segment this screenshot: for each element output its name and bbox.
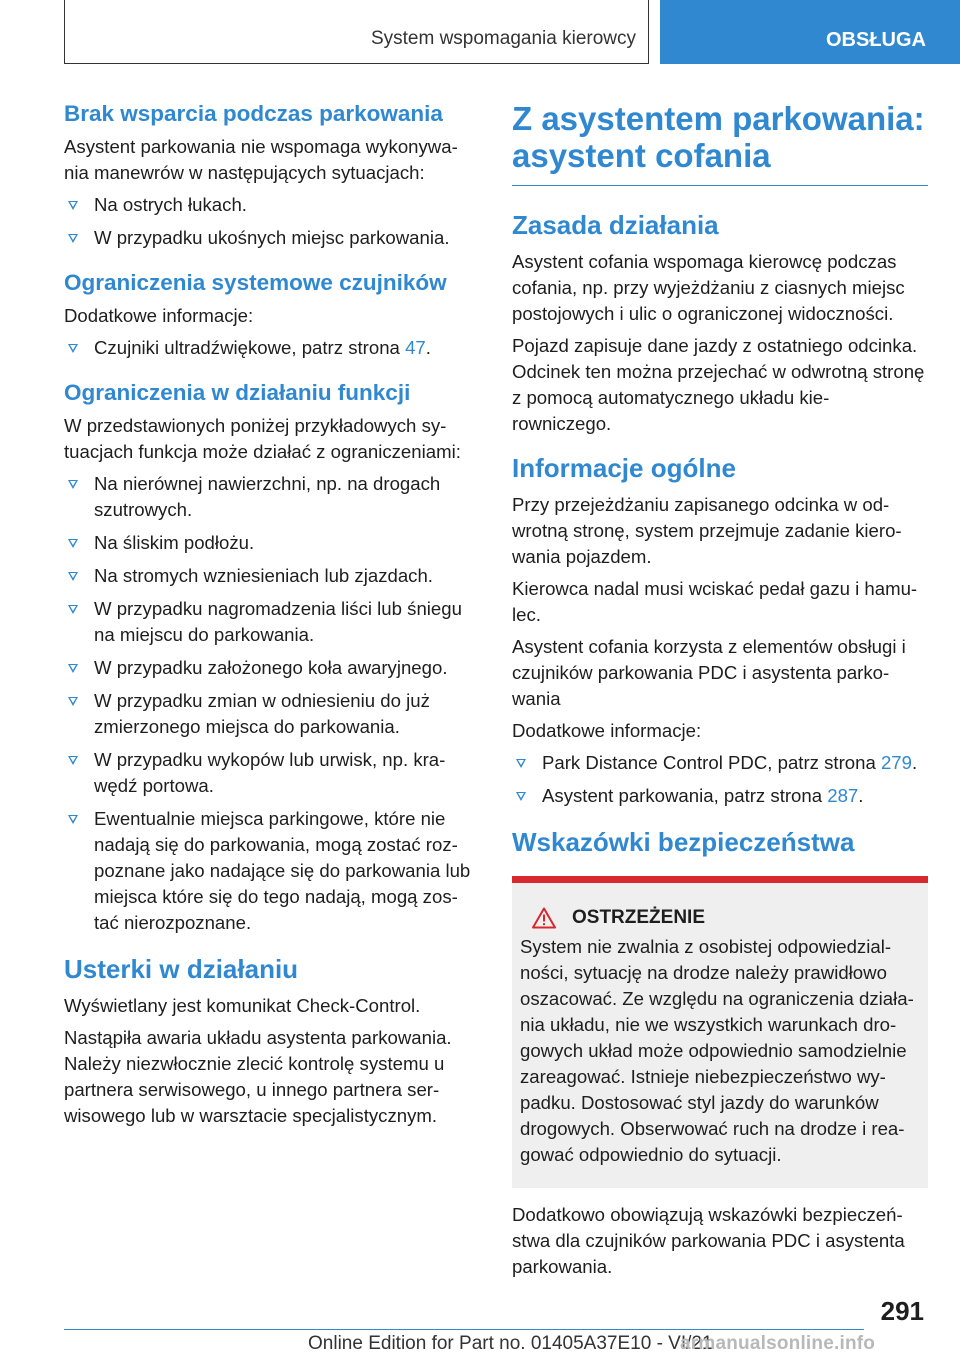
- warning-text: System nie zwalnia z osobistej odpowiedzial-ności, sytuację na drodze należy prawidłowo oszacować. Ze względu na ograniczenia działa-nia układu, nie we wszystkich warunkach dro-gowych układ może odpowiednio samodzielnie zareagować. Istnieje niebezpieczeństwo wy-padku. Dostosować styl jazdy do warunków drogowych. Obserwować ruch na drodze i rea-gować odpowiednio do sytuacji.: [520, 936, 914, 1166]
- list-item: Ewentualnie miejsca parkingowe, które nie nadają się do parkowania, mogą zostać roz-poznane jako nadające się do parkowania lub miejsca które się do tego nadają, mogą zos-tać nierozpoznane.: [64, 806, 476, 936]
- list-item: Na śliskim podłożu.: [64, 530, 476, 556]
- list-general-info: [512, 750, 928, 809]
- paragraph: Asystent cofania wspomaga kierowcę podczas cofania, np. przy wyjeżdżaniu z ciasnych miejsc postojowych i ulic o ograniczonej widoczności.: [512, 250, 905, 324]
- list-item: W przypadku założonego koła awaryjnego.: [64, 655, 476, 681]
- warning-label: OSTRZEŻENIE: [572, 907, 706, 929]
- list-item: W przypadku nagromadzenia liści lub śniegu na miejscu do parkowania.: [64, 596, 476, 648]
- right-column: [512, 100, 928, 1286]
- bullet-triangle-icon: [516, 792, 526, 801]
- bullet-triangle-icon: [68, 201, 78, 210]
- heading-safety-notes: Wskazówki bezpieczeństwa: [512, 826, 855, 857]
- list-item: Na stromych wzniesieniach lub zjazdach.: [64, 563, 476, 589]
- bullet-triangle-icon: [68, 815, 78, 824]
- list-item: Czujniki ultradźwiękowe, patrz strona 47.: [64, 335, 476, 361]
- bullet-triangle-icon: [516, 759, 526, 768]
- left-column: [64, 100, 476, 1135]
- page-link-279[interactable]: 279: [880, 751, 912, 773]
- warning-triangle-icon: [532, 907, 556, 929]
- paragraph: Asystent parkowania nie wspomaga wykonywa-nia manewrów w następujących sytuacjach:: [64, 136, 458, 183]
- bullet-triangle-icon: [68, 756, 78, 765]
- list-function-limits: [64, 471, 476, 936]
- list-item: W przypadku zmian w odniesieniu do już zmierzonego miejsca do parkowania.: [64, 688, 476, 740]
- heading-no-support: Brak wsparcia podczas parkowania: [64, 101, 443, 126]
- bullet-triangle-icon: [68, 697, 78, 706]
- list-item: Na ostrych łukach.: [64, 192, 476, 218]
- footer-divider: [64, 1329, 864, 1330]
- paragraph: W przedstawionych poniżej przykładowych sy-tuacjach funkcja może działać z ograniczeniami:: [64, 415, 461, 462]
- paragraph: Pojazd zapisuje dane jazdy z ostatniego odcinka. Odcinek ten można przejechać w odwrotną stronę z pomocą automatycznego układu kie-rowniczego.: [512, 334, 925, 434]
- paragraph: Kierowca nadal musi wciskać pedał gazu i hamu-lec.: [512, 577, 918, 625]
- warning-bar: [512, 876, 928, 883]
- bullet-triangle-icon: [68, 605, 78, 614]
- paragraph: Dodatkowe informacje:: [512, 719, 702, 741]
- bullet-triangle-icon: [68, 344, 78, 353]
- paragraph: Nastąpiła awaria układu asystenta parkowania. Należy niezwłocznie zlecić kontrolę systemu u partnera serwisowego, u innego partnera ser-wisowego lub w warsztacie specjalistycznym.: [64, 1027, 452, 1127]
- list-item: Na nierównej nawierzchni, np. na drogach szutrowych.: [64, 471, 476, 523]
- bullet-triangle-icon: [68, 480, 78, 489]
- list-sensor-limits: [64, 335, 476, 361]
- bullet-triangle-icon: [68, 664, 78, 673]
- bullet-triangle-icon: [68, 234, 78, 243]
- page-number: 291: [880, 1296, 924, 1326]
- heading-function-limits: Ograniczenia w działaniu funkcji: [64, 380, 411, 405]
- list-item: Asystent parkowania, patrz strona 287.: [512, 783, 928, 809]
- paragraph: Dodatkowo obowiązują wskazówki bezpieczeń-stwa dla czujników parkowania PDC i asystenta parkowania.: [512, 1204, 905, 1278]
- heading-sensor-limits: Ograniczenia systemowe czujników: [64, 270, 447, 295]
- page-link-47[interactable]: 47: [405, 337, 426, 358]
- list-item: W przypadku ukośnych miejsc parkowania.: [64, 225, 476, 251]
- paragraph: Wyświetlany jest komunikat Check-Control.: [64, 995, 421, 1017]
- edition-text: Online Edition for Part no. 01405A37E10 - VI/21: [308, 1333, 713, 1354]
- chapter-tab[interactable]: OBSŁUGA: [660, 0, 960, 64]
- list-no-support: [64, 192, 476, 251]
- watermark: armanualsonline.info: [680, 1333, 876, 1354]
- paragraph: Przy przejeżdżaniu zapisanego odcinka w od-wrotną stronę, system przejmuje zadanie kiero-wania pojazdem.: [512, 493, 902, 567]
- title-divider: [512, 185, 928, 186]
- heading-general-info: Informacje ogólne: [512, 452, 736, 483]
- section-title: System wspomagania kierowcy: [370, 28, 636, 49]
- bullet-triangle-icon: [68, 539, 78, 548]
- warning-box: [512, 883, 928, 1188]
- list-item: Park Distance Control PDC, patrz strona 279.: [512, 750, 928, 776]
- paragraph: Dodatkowe informacje:: [64, 305, 254, 326]
- bullet-triangle-icon: [68, 572, 78, 581]
- page-title: Z asystentem parkowania: asystent cofania: [512, 100, 925, 175]
- warning-title: [532, 907, 920, 929]
- paragraph: Asystent cofania korzysta z elementów obsługi i czujników parkowania PDC i asystenta parko-wania: [512, 635, 906, 709]
- heading-principle: Zasada działania: [512, 209, 719, 240]
- page-link-287[interactable]: 287: [827, 784, 859, 806]
- list-item: W przypadku wykopów lub urwisk, np. kra-wędź portowa.: [64, 747, 476, 799]
- heading-malfunctions: Usterki w działaniu: [64, 954, 299, 984]
